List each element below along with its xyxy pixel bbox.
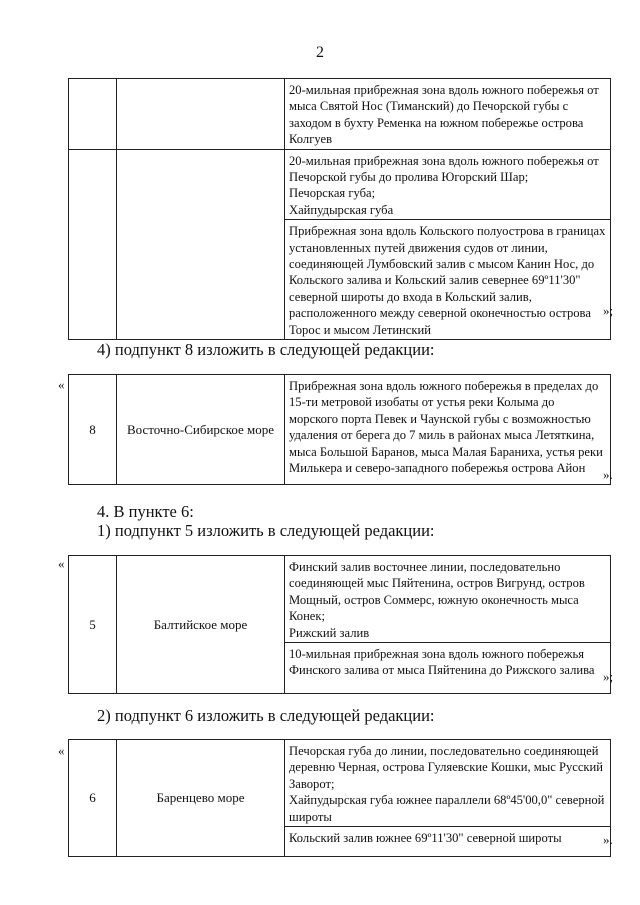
zone-description-cell: Финский залив восточнее линии, последовательно соединяющей мыс Пяйтенина, остров Вигрунд, остров Мощный, остров Соммерс, южную оконечность мыса Конек; Рижский залив [285, 556, 611, 643]
table-row [69, 149, 611, 220]
row-number-cell [69, 79, 117, 150]
zone-description-cell: Прибрежная зона вдоль Кольского полуострова в границах установленных путей движения судов от линии, соединяющей Лумбовский залив с мысом Канин Нос, до Кольского залива и Кольский залив севернее 69º11'30" северной широты до входа в Кольский залив, расположенного между северной оконечностью острова Торос и мысом Летинский [285, 220, 611, 340]
table-row [69, 740, 611, 827]
table-row [69, 79, 611, 150]
sea-name-cell: Баренцево море [117, 740, 285, 857]
opening-quote: « [58, 743, 65, 758]
subparagraph-heading: 1) подпункт 5 изложить в следующей редакции: [97, 521, 435, 540]
opening-quote: « [58, 556, 65, 571]
table-barents-sea [68, 739, 611, 857]
row-number-cell [69, 149, 117, 339]
row-number-cell: 8 [69, 375, 117, 485]
closing-quote: ». [603, 467, 613, 482]
table-row [69, 375, 611, 485]
table-continuation [68, 78, 614, 340]
zone-description-cell: Прибрежная зона вдоль южного побережья в пределах до 15-ти метровой изобаты от устья реки Колыма до морского порта Певек и Чаунской губы с возможностью удаления от берега до 7 миль в районах мыса Летяткина, мыса Большой Баранов, мыса Малая Бараниха, устья реки Милькера и северо-западного побережья острова Айон [285, 375, 611, 485]
row-number-cell: 5 [69, 556, 117, 694]
sea-name-cell: Балтийское море [117, 556, 285, 694]
zone-description-cell: 20-мильная прибрежная зона вдоль южного побережья от Печорской губы до пролива Югорский Шар; Печорская губа; Хайпудырская губа [285, 149, 611, 220]
table-row [69, 556, 611, 643]
table-east-siberian-sea [68, 374, 611, 485]
subparagraph-heading: 2) подпункт 6 изложить в следующей редакции: [97, 706, 435, 725]
section-heading: 4. В пункте 6: [97, 502, 194, 521]
row-number-cell: 6 [69, 740, 117, 857]
subparagraph-heading: 4) подпункт 8 изложить в следующей редакции: [97, 340, 435, 359]
sea-name-cell [117, 79, 285, 150]
opening-quote: « [58, 377, 65, 392]
sea-name-cell [117, 149, 285, 339]
closing-quote: »; [603, 669, 614, 684]
closing-quote: ». [603, 832, 613, 847]
table-baltic-sea [68, 555, 614, 694]
page-number: 2 [316, 44, 324, 61]
zone-description-cell: 10-мильная прибрежная зона вдоль южного побережья Финского залива от мыса Пяйтенина до Рижского залива [285, 643, 611, 694]
sea-name-cell: Восточно-Сибирское море [117, 375, 285, 485]
zone-description-cell: Печорская губа до линии, последовательно соединяющей деревню Черная, острова Гуляевские Кошки, мыс Русский Заворот; Хайпудырская губа южнее параллели 68º45'00,0" северной широты [285, 740, 611, 827]
closing-quote: »; [603, 303, 614, 318]
zone-description-cell: Кольский залив южнее 69º11'30" северной широты [285, 827, 611, 857]
zone-description-cell: 20-мильная прибрежная зона вдоль южного побережья от мыса Святой Нос (Тиманский) до Печорской губы с заходом в бухту Ременка на южном побережье острова Колгуев [285, 79, 611, 150]
